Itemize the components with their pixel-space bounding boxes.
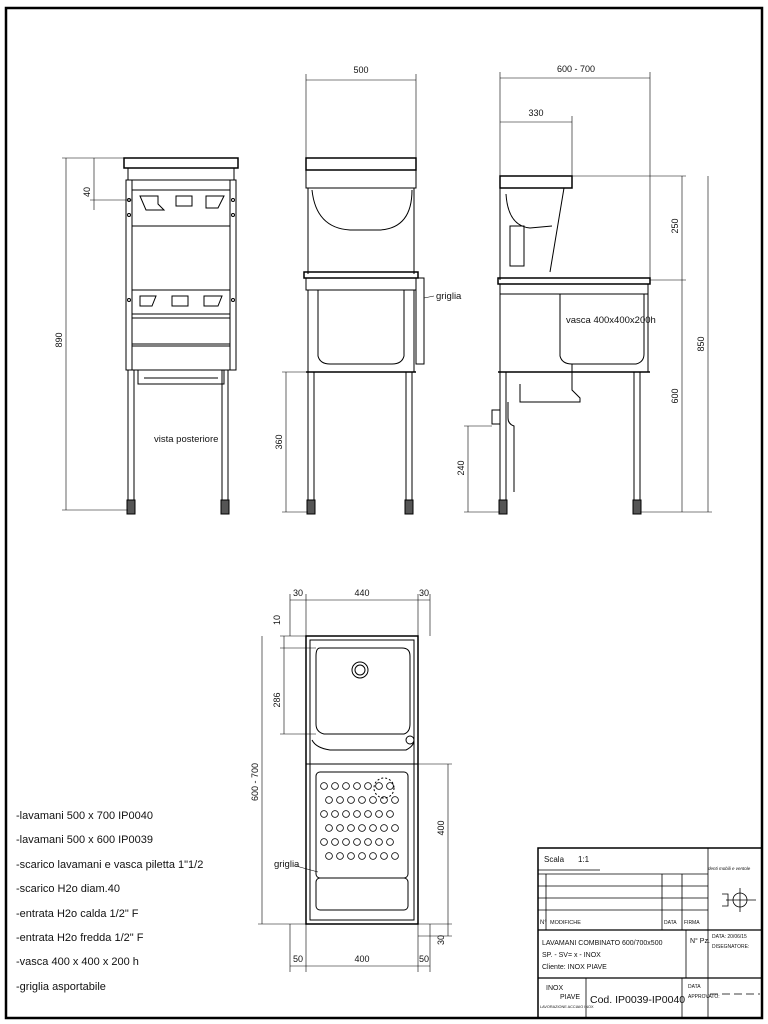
- grate-hole: [370, 797, 377, 804]
- note-item: -entrata H2o calda 1/2" F: [16, 907, 139, 920]
- grate-hole: [332, 783, 339, 790]
- tb-modifiche: MODIFICHE: [550, 920, 581, 926]
- tb-data-value: DATA: 20/06/15: [712, 934, 747, 940]
- grate-hole: [387, 839, 394, 846]
- grate-hole: [326, 853, 333, 860]
- grate-hole: [326, 797, 333, 804]
- griglia-holes: [321, 783, 399, 860]
- grate-hole: [354, 783, 361, 790]
- dim-240: 240: [456, 460, 466, 476]
- title-block: [538, 848, 762, 1018]
- plan-view: [306, 636, 418, 924]
- tb-header-note: denti mobili e ventole: [708, 866, 751, 871]
- dim-plan-30-left: 30: [292, 588, 304, 598]
- back-view: [124, 158, 238, 514]
- note-item: -entrata H2o fredda 1/2" F: [16, 932, 144, 945]
- grate-hole: [326, 825, 333, 832]
- tb-company-sub: LAVORAZIONE ACCIAIO INOX: [540, 1005, 594, 1009]
- dim-40: 40: [82, 186, 92, 198]
- grate-hole: [343, 839, 350, 846]
- grate-hole: [321, 783, 328, 790]
- dim-plan-400-h: 400: [354, 954, 370, 964]
- grate-hole: [370, 825, 377, 832]
- right-view: [492, 176, 650, 514]
- tb-disegnatore: DISEGNATORE:: [712, 944, 750, 950]
- grate-hole: [348, 797, 355, 804]
- grate-hole: [376, 839, 383, 846]
- grate-hole: [387, 783, 394, 790]
- dim-plan-600-700: 600 - 700: [250, 762, 260, 802]
- tb-data: DATA: [664, 920, 677, 926]
- dim-plan-50-left: 50: [292, 954, 304, 964]
- grate-hole: [348, 853, 355, 860]
- dim-plan-400-v: 400: [436, 820, 446, 836]
- grate-hole: [337, 797, 344, 804]
- tb-company-2: PIAVE: [560, 994, 581, 1001]
- dim-plan-50-right: 50: [418, 954, 430, 964]
- dim-plan-30-right: 30: [418, 588, 430, 598]
- grate-hole: [376, 811, 383, 818]
- grate-hole: [359, 853, 366, 860]
- dim-850: 850: [696, 336, 706, 352]
- tb-desc-1: LAVAMANI COMBINATO 600/700x500: [542, 940, 663, 947]
- back-view-dims: [62, 158, 132, 510]
- tb-approvato: APPROVATO:: [688, 994, 720, 1000]
- tb-n: N°: [540, 920, 547, 926]
- grate-hole: [365, 783, 372, 790]
- grate-hole: [321, 811, 328, 818]
- tb-firma: FIRMA: [684, 920, 700, 926]
- note-item: -scarico lavamani e vasca piletta 1"1/2: [16, 858, 204, 871]
- grate-hole: [332, 839, 339, 846]
- tb-company-1: INOX: [546, 985, 564, 992]
- grate-hole: [359, 797, 366, 804]
- right-view-dims: [464, 72, 712, 512]
- grate-hole: [337, 825, 344, 832]
- label-griglia-side: griglia: [436, 291, 462, 302]
- grate-hole: [392, 797, 399, 804]
- label-vista-posteriore: vista posteriore: [154, 434, 219, 445]
- grate-hole: [376, 783, 383, 790]
- grate-hole: [381, 853, 388, 860]
- specification-notes: [16, 804, 203, 999]
- grate-hole: [348, 825, 355, 832]
- dim-330: 330: [528, 108, 544, 118]
- dim-600: 600: [670, 388, 680, 404]
- tb-desc-2: SP. - SV= x - INOX: [542, 952, 601, 959]
- dim-500: 500: [353, 65, 369, 75]
- grate-hole: [354, 811, 361, 818]
- note-item: -scarico H2o diam.40: [16, 883, 120, 896]
- tb-cod: Cod. IP0039-IP0040: [590, 994, 686, 1006]
- tb-data2: DATA: [688, 984, 701, 990]
- dim-250: 250: [670, 218, 680, 234]
- dim-plan-440: 440: [354, 588, 370, 598]
- dim-360: 360: [274, 434, 284, 450]
- grate-hole: [387, 811, 394, 818]
- grate-hole: [381, 797, 388, 804]
- grate-hole: [365, 839, 372, 846]
- tb-scala-label: Scala: [544, 855, 565, 864]
- note-item: -vasca 400 x 400 x 200 h: [16, 956, 139, 969]
- grate-hole: [332, 811, 339, 818]
- grate-hole: [359, 825, 366, 832]
- grate-hole: [392, 825, 399, 832]
- note-item: -lavamani 500 x 700 IP0040: [16, 810, 153, 822]
- grate-hole: [392, 853, 399, 860]
- note-item: -lavamani 500 x 600 IP0039: [16, 834, 153, 847]
- label-vasca: vasca 400x400x200h: [566, 315, 656, 326]
- dim-plan-30-v: 30: [436, 934, 446, 946]
- dim-plan-286: 286: [272, 692, 282, 708]
- tb-scala-value: 1:1: [578, 855, 590, 864]
- dim-890: 890: [54, 332, 64, 348]
- grate-hole: [381, 825, 388, 832]
- grate-hole: [343, 783, 350, 790]
- grate-hole: [343, 811, 350, 818]
- grate-hole: [370, 853, 377, 860]
- tb-npz: N° Pz.: [690, 938, 710, 945]
- grate-hole: [337, 853, 344, 860]
- side-view-dims: [282, 74, 434, 512]
- tb-desc-3: Cliente: INOX PIAVE: [542, 964, 607, 971]
- note-item: -griglia asportabile: [16, 980, 106, 993]
- side-view: [304, 158, 424, 514]
- grate-hole: [321, 839, 328, 846]
- dim-plan-10: 10: [272, 614, 282, 626]
- dim-600-700-top: 600 - 700: [556, 64, 596, 74]
- grate-hole: [365, 811, 372, 818]
- label-griglia-plan: griglia: [274, 859, 300, 870]
- grate-hole: [354, 839, 361, 846]
